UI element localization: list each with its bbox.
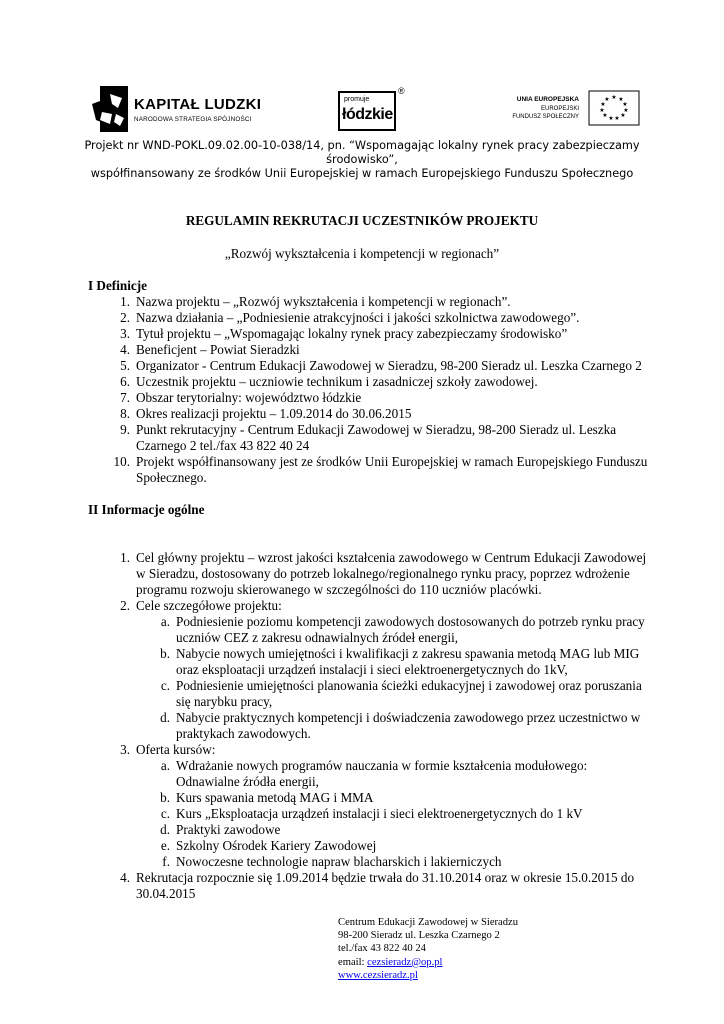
kapital-ludzki-title: KAPITAŁ LUDZKI — [134, 96, 262, 113]
sub-list-item — [88, 822, 648, 838]
svg-text:★: ★ — [599, 107, 605, 114]
list-item — [88, 742, 648, 758]
list-item-number: 3. — [120, 742, 130, 757]
sub-list-item — [88, 710, 648, 742]
document-title: REGULAMIN REKRUTACJI UCZESTNIKÓW PROJEKTU — [185, 213, 539, 228]
list-item — [88, 406, 648, 422]
sub-list-item — [88, 854, 648, 870]
list-item-text: Tytuł projektu – „Wspomagając lokalny rynek pracy zabezpieczamy środowisko” — [136, 326, 568, 341]
list-item-text: Okres realizacji projektu – 1.09.2014 do 30.06.2015 — [136, 406, 412, 421]
list-item-text: Cel główny projektu – wzrost jakości kształcenia zawodowego w Centrum Edukacji Zawodowej w Sieradzu, dostosowany do potrzeb lokalnego/regionalnego rynku pracy, poprzez wdrożenie programu rozwoju skierowanego w szczególności do 110 uczniów placówki. — [136, 550, 647, 597]
eu-line3: FUNDUSZ SPOŁECZNY — [512, 114, 579, 120]
list-item-number: 7. — [120, 390, 130, 405]
list-item-text: Szkolny Ośrodek Kariery Zawodowej — [176, 838, 377, 853]
list-item-number: 4. — [120, 870, 130, 885]
lodzkie-promuje-text: promuje — [344, 96, 370, 103]
list-item-number: 1. — [120, 550, 130, 565]
list-item — [88, 390, 648, 406]
promuje-lodzkie-logo — [338, 86, 408, 132]
footer-line3: tel./fax 43 822 40 24 — [338, 943, 426, 955]
list-item-number: 2. — [120, 310, 130, 325]
list-item-text: Uczestnik projektu – uczniowie technikum i zasadniczej szkoły zawodowej. — [136, 374, 538, 389]
sub-list-item — [88, 758, 648, 790]
list-item-number: d. — [160, 710, 170, 725]
eu-flag-icon — [588, 90, 640, 126]
list-item-number: d. — [160, 822, 170, 837]
list-item — [88, 310, 648, 326]
svg-text:★: ★ — [600, 101, 606, 108]
list-item-number: 10. — [113, 454, 130, 469]
list-item-number: f. — [162, 854, 170, 869]
project-header-line1: Projekt nr WND-POKL.09.02.00-10-038/14, pn. “Wspomagając lokalny rynek pracy zabezpieczamy środowisko”, — [84, 139, 640, 166]
footer-line1: Centrum Edukacji Zawodowej w Sieradzu — [338, 917, 519, 928]
list-item-text: Podniesienie umiejętności planowania ścieżki edukacyjnej i zawodowej oraz poruszania się narybku pracy, — [176, 678, 642, 709]
svg-text:★: ★ — [608, 115, 614, 122]
list-item-text: Wdrażanie nowych programów nauczania w formie kształcenia modułowego: Odnawialne źródła energii, — [176, 758, 588, 789]
eu-logo — [504, 94, 644, 134]
project-header — [60, 139, 664, 181]
registered-mark-icon: ® — [398, 86, 405, 96]
list-item-number: 2. — [120, 598, 130, 613]
kapital-ludzki-logo — [92, 84, 272, 134]
list-item-number: 4. — [120, 342, 130, 357]
footer-email-label: email: — [338, 956, 368, 968]
svg-text:★: ★ — [623, 107, 629, 114]
lodzkie-name: łódzkie — [342, 106, 393, 123]
list-item-number: e. — [160, 838, 170, 853]
footer-website-link[interactable]: www.cezsieradz.pl — [338, 969, 418, 981]
list-item-number: c. — [160, 678, 170, 693]
list-item-number: 9. — [120, 422, 130, 437]
list-item-number: 3. — [120, 326, 130, 341]
svg-text:★: ★ — [618, 96, 624, 103]
list-item — [88, 358, 648, 374]
list-item-text: Nazwa działania – „Podniesienie atrakcyjności i jakości szkolnictwa zawodowego”. — [136, 310, 580, 325]
list-item-text: Projekt współfinansowany jest ze środków Unii Europejskiej w ramach Europejskiego Funduszu Społecznego. — [136, 454, 648, 485]
list-item-text: Oferta kursów: — [136, 742, 216, 757]
list-item-text: Obszar terytorialny: województwo łódzkie — [136, 390, 362, 405]
list-item-text: Punkt rekrutacyjny - Centrum Edukacji Zawodowej w Sieradzu, 98-200 Sieradz ul. Leszka Czarnego 2 tel./fax 43 822 40 24 — [136, 422, 617, 453]
svg-text:★: ★ — [614, 115, 620, 122]
list-item-number: a. — [160, 758, 170, 773]
list-item — [88, 422, 648, 454]
kapital-ludzki-emblem-icon — [92, 84, 132, 134]
list-item-text: Kurs „Eksploatacja urządzeń instalacji i sieci elektroenergetycznych do 1 kV — [176, 806, 583, 821]
list-item — [88, 870, 648, 902]
list-item-text: Nabycie praktycznych kompetencji i doświadczenia zawodowego przez uczestnictwo w praktykach zawodowych. — [176, 710, 641, 741]
list-item-number: a. — [160, 614, 170, 629]
sub-list-item — [88, 806, 648, 822]
course-offer-list — [88, 758, 648, 870]
section1-heading: I Definicje — [88, 278, 147, 293]
project-header-line2: współfinansowany ze środków Unii Europejskiej w ramach Europejskiego Funduszu Społecznego — [90, 167, 634, 180]
eu-line2: EUROPEJSKI — [540, 106, 579, 112]
list-item — [88, 598, 648, 614]
list-item — [88, 454, 648, 486]
list-item-number: b. — [160, 646, 170, 661]
svg-text:★: ★ — [611, 94, 617, 101]
list-item-text: Nowoczesne technologie napraw blacharskich i lakierniczych — [176, 854, 502, 869]
footer — [338, 916, 518, 982]
svg-text:★: ★ — [622, 101, 628, 108]
list-item-number: 5. — [120, 358, 130, 373]
list-item-text: Nabycie nowych umiejętności i kwalifikacji z zakresu spawania metodą MAG lub MIG oraz eksploatacji urządzeń instalacji i sieci elektroenergetycznych do 1kV, — [176, 646, 640, 677]
eu-line1: UNIA EUROPEJSKA — [516, 96, 579, 103]
list-item-text: Beneficjent – Powiat Sieradzki — [136, 342, 300, 357]
list-item — [88, 342, 648, 358]
svg-text:★: ★ — [602, 112, 608, 119]
list-item — [88, 294, 648, 310]
logo-bar — [0, 82, 724, 142]
sub-list-item — [88, 790, 648, 806]
sub-list-item — [88, 838, 648, 854]
svg-text:★: ★ — [604, 96, 610, 103]
definitions-list — [88, 294, 648, 486]
list-item-text: Organizator - Centrum Edukacji Zawodowej w Sieradzu, 98-200 Sieradz ul. Leszka Czarnego 2 — [136, 358, 642, 373]
sub-list-item — [88, 614, 648, 646]
list-item-text: Cele szczegółowe projektu: — [136, 598, 282, 613]
list-item-text: Praktyki zawodowe — [176, 822, 281, 837]
sub-list-item — [88, 678, 648, 710]
sub-list-item — [88, 646, 648, 678]
section2-heading: II Informacje ogólne — [88, 502, 205, 517]
footer-email-link[interactable]: cezsieradz@op.pl — [367, 956, 443, 968]
list-item-number: 1. — [120, 294, 130, 309]
list-item-text: Nazwa projektu – „Rozwój wykształcenia i kompetencji w regionach”. — [136, 294, 511, 309]
list-item — [88, 374, 648, 390]
list-item — [88, 326, 648, 342]
footer-line2: 98-200 Sieradz ul. Leszka Czarnego 2 — [338, 930, 500, 942]
footer-email-row — [338, 956, 518, 969]
list-item-text: Rekrutacja rozpocznie się 1.09.2014 będzie trwała do 31.10.2014 oraz w okresie 15.0.2015 do 30.04.2015 — [136, 870, 635, 901]
svg-text:★: ★ — [620, 112, 626, 119]
list-item-number: b. — [160, 790, 170, 805]
list-item-number: c. — [160, 806, 170, 821]
list-item-text: Podniesienie poziomu kompetencji zawodowych dostosowanych do potrzeb rynku pracy uczniów CEZ z zakresu odnawialnych źródeł energii, — [176, 614, 645, 645]
list-item-number: 6. — [120, 374, 130, 389]
list-item-number: 8. — [120, 406, 130, 421]
kapital-ludzki-subtitle: NARODOWA STRATEGIA SPÓJNOŚCI — [134, 116, 252, 123]
specific-goals-list — [88, 614, 648, 742]
list-item — [88, 550, 648, 598]
document-body — [88, 278, 648, 902]
document-subtitle: „Rozwój wykształcenia i kompetencji w regionach” — [224, 246, 500, 261]
list-item-text: Kurs spawania metodą MAG i MMA — [176, 790, 374, 805]
